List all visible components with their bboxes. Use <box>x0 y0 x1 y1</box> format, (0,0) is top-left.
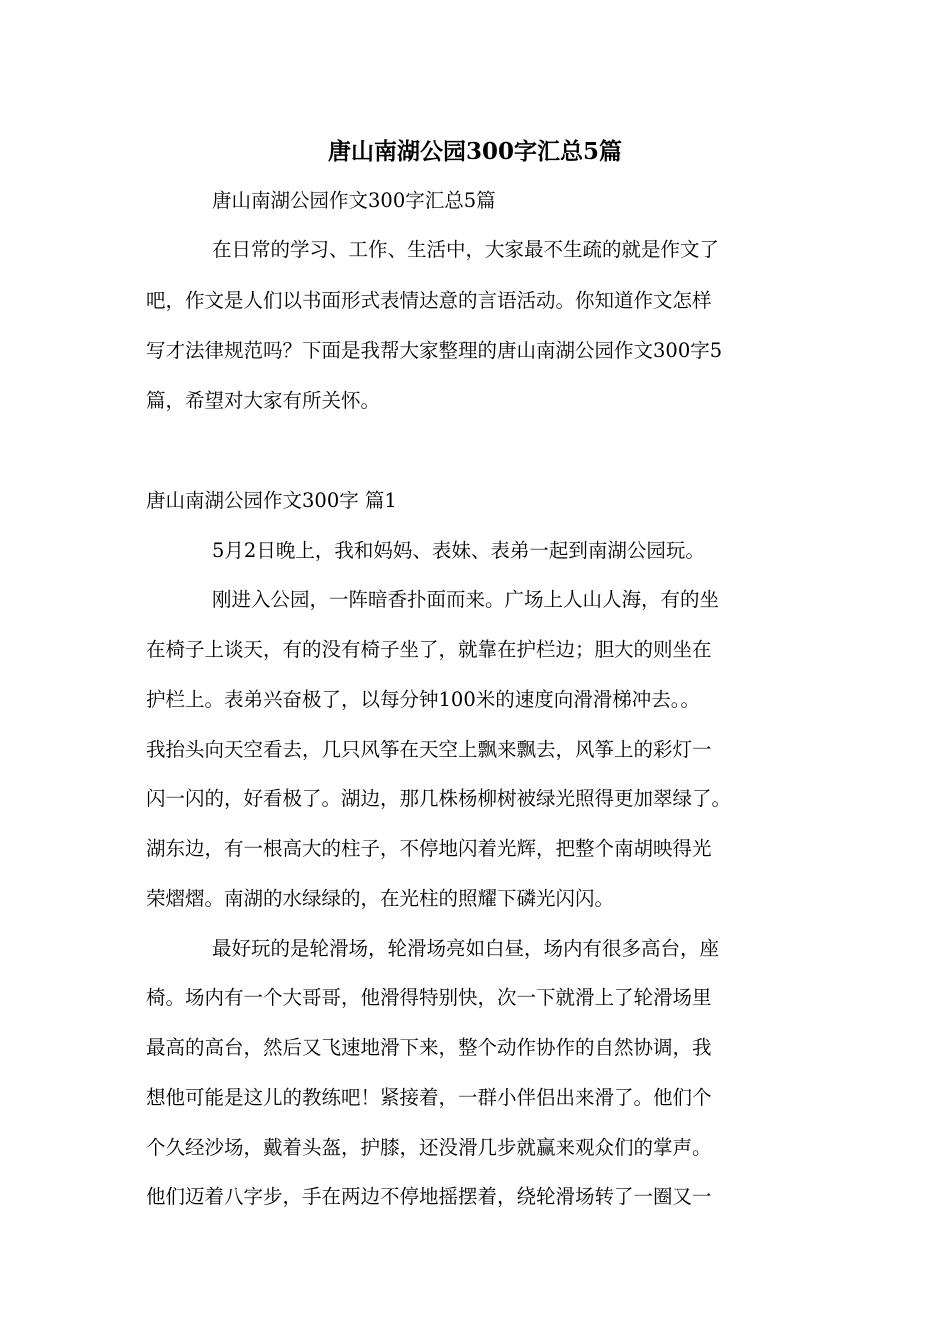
paragraph-line: 他们迈着八字步，手在两边不停地摇摆着，绕轮滑场转了一圈又一 <box>146 1185 712 1208</box>
intro-line: 在日常的学习、工作、生活中，大家最不生疏的就是作文了 <box>212 238 720 261</box>
paragraph-line: 在椅子上谈天，有的没有椅子坐了，就靠在护栏边；胆大的则坐在 <box>146 638 712 661</box>
document-title: 唐山南湖公园300字汇总5篇 <box>327 138 622 165</box>
paragraph-line: 刚进入公园，一阵暗香扑面而来。广场上人山人海，有的坐 <box>212 588 720 611</box>
intro-line: 篇，希望对大家有所关怀。 <box>146 389 381 412</box>
paragraph-line: 最好玩的是轮滑场，轮滑场亮如白昼，场内有很多高台，座 <box>212 937 720 960</box>
intro-line: 吧，作文是人们以书面形式表情达意的言语活动。你知道作文怎样 <box>146 289 712 312</box>
paragraph-line: 椅。场内有一个大哥哥，他滑得特别快，次一下就滑上了轮滑场里 <box>146 986 712 1009</box>
paragraph-line: 想他可能是这儿的教练吧！紧接着，一群小伴侣出来滑了。他们个 <box>146 1086 712 1109</box>
paragraph-line: 护栏上。表弟兴奋极了，以每分钟100米的速度向滑滑梯冲去。。 <box>146 688 700 711</box>
paragraph-line: 我抬头向天空看去，几只风筝在天空上飘来飘去，风筝上的彩灯一 <box>146 738 712 761</box>
paragraph-line: 最高的高台，然后又飞速地滑下来，整个动作协作的自然协调，我 <box>146 1036 712 1059</box>
intro-line: 写才法律规范吗？下面是我帮大家整理的唐山南湖公园作文300字5 <box>146 339 723 362</box>
paragraph-line: 个久经沙场，戴着头盔，护膝，还没滑几步就赢来观众们的掌声。 <box>146 1136 712 1159</box>
paragraph-line: 荣熠熠。南湖的水绿绿的，在光柱的照耀下磷光闪闪。 <box>146 887 615 910</box>
paragraph-line: 闪一闪的，好看极了。湖边，那几株杨柳树被绿光照得更加翠绿了。 <box>146 787 732 810</box>
document-subtitle: 唐山南湖公园作文300字汇总5篇 <box>212 189 496 212</box>
paragraph-line: 5月2日晚上，我和妈妈、表妹、表弟一起到南湖公园玩。 <box>212 539 705 562</box>
paragraph-line: 湖东边，有一根高大的柱子，不停地闪着光辉，把整个南胡映得光 <box>146 837 712 860</box>
section-heading: 唐山南湖公园作文300字 篇1 <box>146 489 397 512</box>
